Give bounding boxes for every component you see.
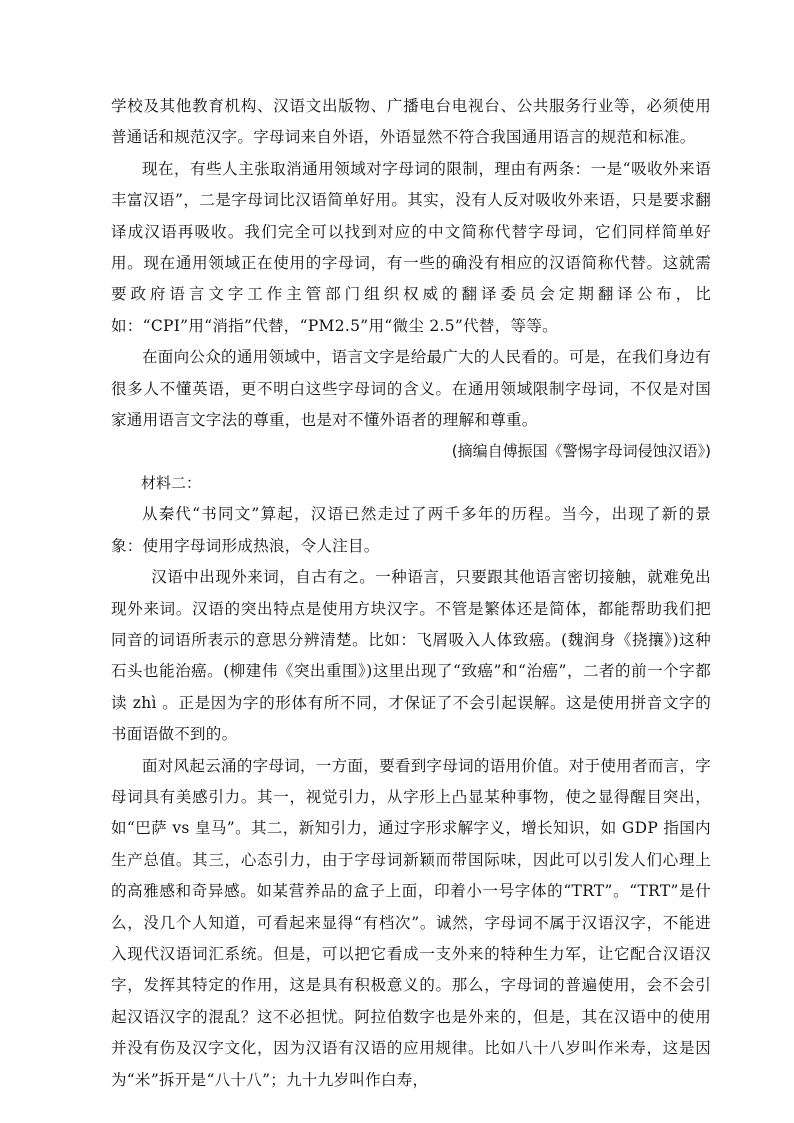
material-two-paragraph-3: 面对风起云涌的字母词，一方面，要看到字母词的语用价值。对于使用者而言，字母词具有美感引力。其一，视觉引力，从字形上凸显某种事物，使之显得醒目突出，如“巴萨 vs 皇马”。其二，新知引力，通过字形求解字义，增长知识，如 GDP 指国内生产总值。其三，心态引力，由于字母词新颖而带国际味，因此可以引发人们心理上的高雅感和奇异感。如某营养品的盒子上面，印着小一号字体的“TRT”。“TRT”是什么，没几个人知道，可看起来显得“有档次”。诚然，字母词不属于汉语汉字，不能进入现代汉语词汇系统。但是，可以把它看成一支外来的特种生力军，让它配合汉语汉字，发挥其特定的作用，这是具有积极意义的。那么，字母词的普遍使用，会不会引起汉语汉字的混乱？这不必担忧。阿拉伯数字也是外来的，但是，其在汉语中的使用并没有伤及汉字文化，因为汉语有汉语的应用规律。比如八十八岁叫作米寿，这是因为“米”拆开是“八十八”；九十九岁叫作白寿， [111,756,711,1089]
material-two-paragraph-2: 汉语中出现外来词，自古有之。一种语言，只要跟其他语言密切接触，就难免出现外来词。汉语的突出特点是使用方块汉字。不管是繁体还是简体，都能帮助我们把同音的词语所表示的意思分辨清楚。比如：飞屑吸入人体致癌。(魏润身《挠攘》)这种石头也能治癌。(柳建伟《突出重围》)这里出现了“致癌”和“治癌”，二者的前一个字都读 zhì 。正是因为字的形体有所不同，才保证了不会引起误解。这是使用拼音文字的书面语做不到的。 [111,568,711,744]
document-page [111,91,711,1096]
material-one-source: (摘编自傅振国《警惕字母词侵蚀汉语》) [451,442,711,461]
material-two-heading: 材料二： [141,473,202,492]
material-one-paragraph-3: 在面向公众的通用领域中，语言文字是给最广大的人民看的。可是，在我们身边有很多人不懂英语，更不明白这些字母词的含义。在通用领域限制字母词，不仅是对国家通用语言文字法的尊重，也是对不懂外语者的理解和尊重。 [111,348,711,430]
material-one-paragraph-2: 现在，有些人主张取消通用领域对字母词的限制，理由有两条：一是“吸收外来语丰富汉语”，二是字母词比汉语简单好用。其实，没有人反对吸收外来语，只是要求翻译成汉语再吸收。我们完全可以找到对应的中文简称代替字母词，它们同样简单好用。现在通用领域正在使用的字母词，有一些的确没有相应的汉语简称代替。这就需要政府语言文字工作主管部门组织权威的翻译委员会定期翻译公布，比如：“CPI”用“消指”代替，“PM2.5”用“微尘 2.5”代替，等等。 [111,159,711,335]
material-one-paragraph-1: 学校及其他教育机构、汉语文出版物、广播电台电视台、公共服务行业等，必须使用普通话和规范汉字。字母词来自外语，外语显然不符合我国通用语言的规范和标准。 [111,97,711,147]
material-two-paragraph-1: 从秦代“书同文”算起，汉语已然走过了两千多年的历程。当今，出现了新的景象：使用字母词形成热浪，令人注目。 [111,505,711,555]
